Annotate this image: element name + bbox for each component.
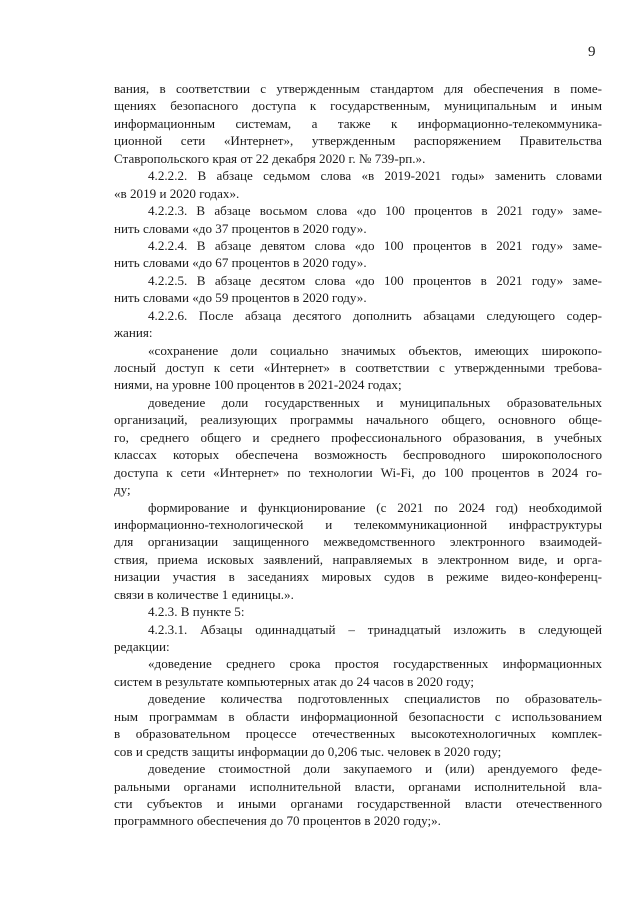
text-line: сти субъектов и иными органами государственной власти отечественного <box>114 795 602 811</box>
text-line: формирование и функционирование (с 2021 по 2024 год) необходимой <box>148 499 602 515</box>
text-line: вания, в соответствии с утвержденным стандартом для обеспечения в поме- <box>114 81 602 96</box>
text-line: ствия, приема исковых заявлений, направляемых в электронном виде, и орга- <box>114 551 602 567</box>
text-line: доступа к сети «Интернет» по технологии Wi-Fi, до 100 процентов в 2024 го- <box>114 464 602 480</box>
text-line: доведение доли государственных и муниципальных образовательных <box>148 394 602 410</box>
text-line: 4.2.2.2. В абзаце седьмом слова «в 2019-2021 годы» заменить словами <box>148 168 602 184</box>
text-line: ным программам в области информационной безопасности с использованием <box>114 708 602 724</box>
text-line: нить словами «до 37 процентов в 2020 году». <box>114 220 367 236</box>
text-line: для организации защищенного межведомственного электронного взаимодей- <box>114 534 602 550</box>
text-line: организаций, реализующих программы начального общего, основного обще- <box>114 412 602 428</box>
text-line: 4.2.3.1. Абзацы одиннадцатый – тринадцатый изложить в следующей <box>148 621 602 637</box>
text-line: ниями, на уровне 100 процентов в 2021-2024 годах; <box>114 377 402 393</box>
text-line: 4.2.2.3. В абзаце восьмом слова «до 100 процентов в 2021 году» заме- <box>148 203 602 219</box>
text-line: «сохранение доли социально значимых объектов, имеющих широкопо- <box>148 342 602 358</box>
text-line: доведение количества подготовленных специалистов по образователь- <box>148 691 602 707</box>
text-line: нить словами «до 59 процентов в 2020 году». <box>114 290 367 306</box>
text-line: программного обеспечения до 70 процентов в 2020 году;». <box>114 813 441 829</box>
text-line: 4.2.2.5. В абзаце десятом слова «до 100 процентов в 2021 году» заме- <box>148 272 602 288</box>
text-line: ду; <box>114 482 131 498</box>
text-line: сов и средств защиты информации до 0,206 тыс. человек в 2020 году; <box>114 743 502 759</box>
text-line: низации участия в заседаниях мировых судов в режиме видео-конференц- <box>114 569 602 585</box>
text-line: ральными органами исполнительной власти, органами исполнительной вла- <box>114 778 602 794</box>
text-line: 4.2.2.4. В абзаце девятом слова «до 100 процентов в 2021 году» заме- <box>148 237 602 253</box>
text-line: доведение стоимостной доли закупаемого и (или) арендуемого феде- <box>148 761 602 777</box>
text-line: «доведение среднего срока простоя государственных информационных <box>148 656 602 672</box>
text-line: 4.2.2.6. После абзаца десятого дополнить абзацами следующего содер- <box>148 307 602 323</box>
text-line: в образовательном процессе отечественных высокотехнологичных комплек- <box>114 726 602 742</box>
text-line: нить словами «до 67 процентов в 2020 году». <box>114 255 367 271</box>
text-line: лосный доступ к сети «Интернет» в соответствии с утвержденными требова- <box>114 360 602 375</box>
text-line: щениях безопасного доступа к государственным, муниципальным и иным <box>114 98 602 114</box>
text-line: ционной сети «Интернет», утвержденным распоряжением Правительства <box>114 133 602 149</box>
text-line: информационно-технологической и телекоммуникационной инфраструктуры <box>114 516 602 532</box>
text-line: систем в результате компьютерных атак до 24 часов в 2020 году; <box>114 673 474 689</box>
document-body <box>114 80 602 830</box>
text-line: связи в количестве 1 единицы.». <box>114 586 294 602</box>
text-line: информационным системам, а также к информационно-телекоммуника- <box>114 115 602 131</box>
text-line: го, среднего общего и среднего профессионального образования, в учебных <box>114 429 602 445</box>
text-line: классах которых обеспечена возможность беспроводного широкополосного <box>114 447 602 463</box>
text-line: жания: <box>114 325 153 341</box>
text-line: Ставропольского края от 22 декабря 2020 г. № 739-рп.». <box>114 150 426 166</box>
text-line: 4.2.3. В пункте 5: <box>148 604 245 620</box>
text-line: редакции: <box>114 639 170 654</box>
page-number: 9 <box>588 44 596 60</box>
text-line: «в 2019 и 2020 годах». <box>114 185 240 201</box>
